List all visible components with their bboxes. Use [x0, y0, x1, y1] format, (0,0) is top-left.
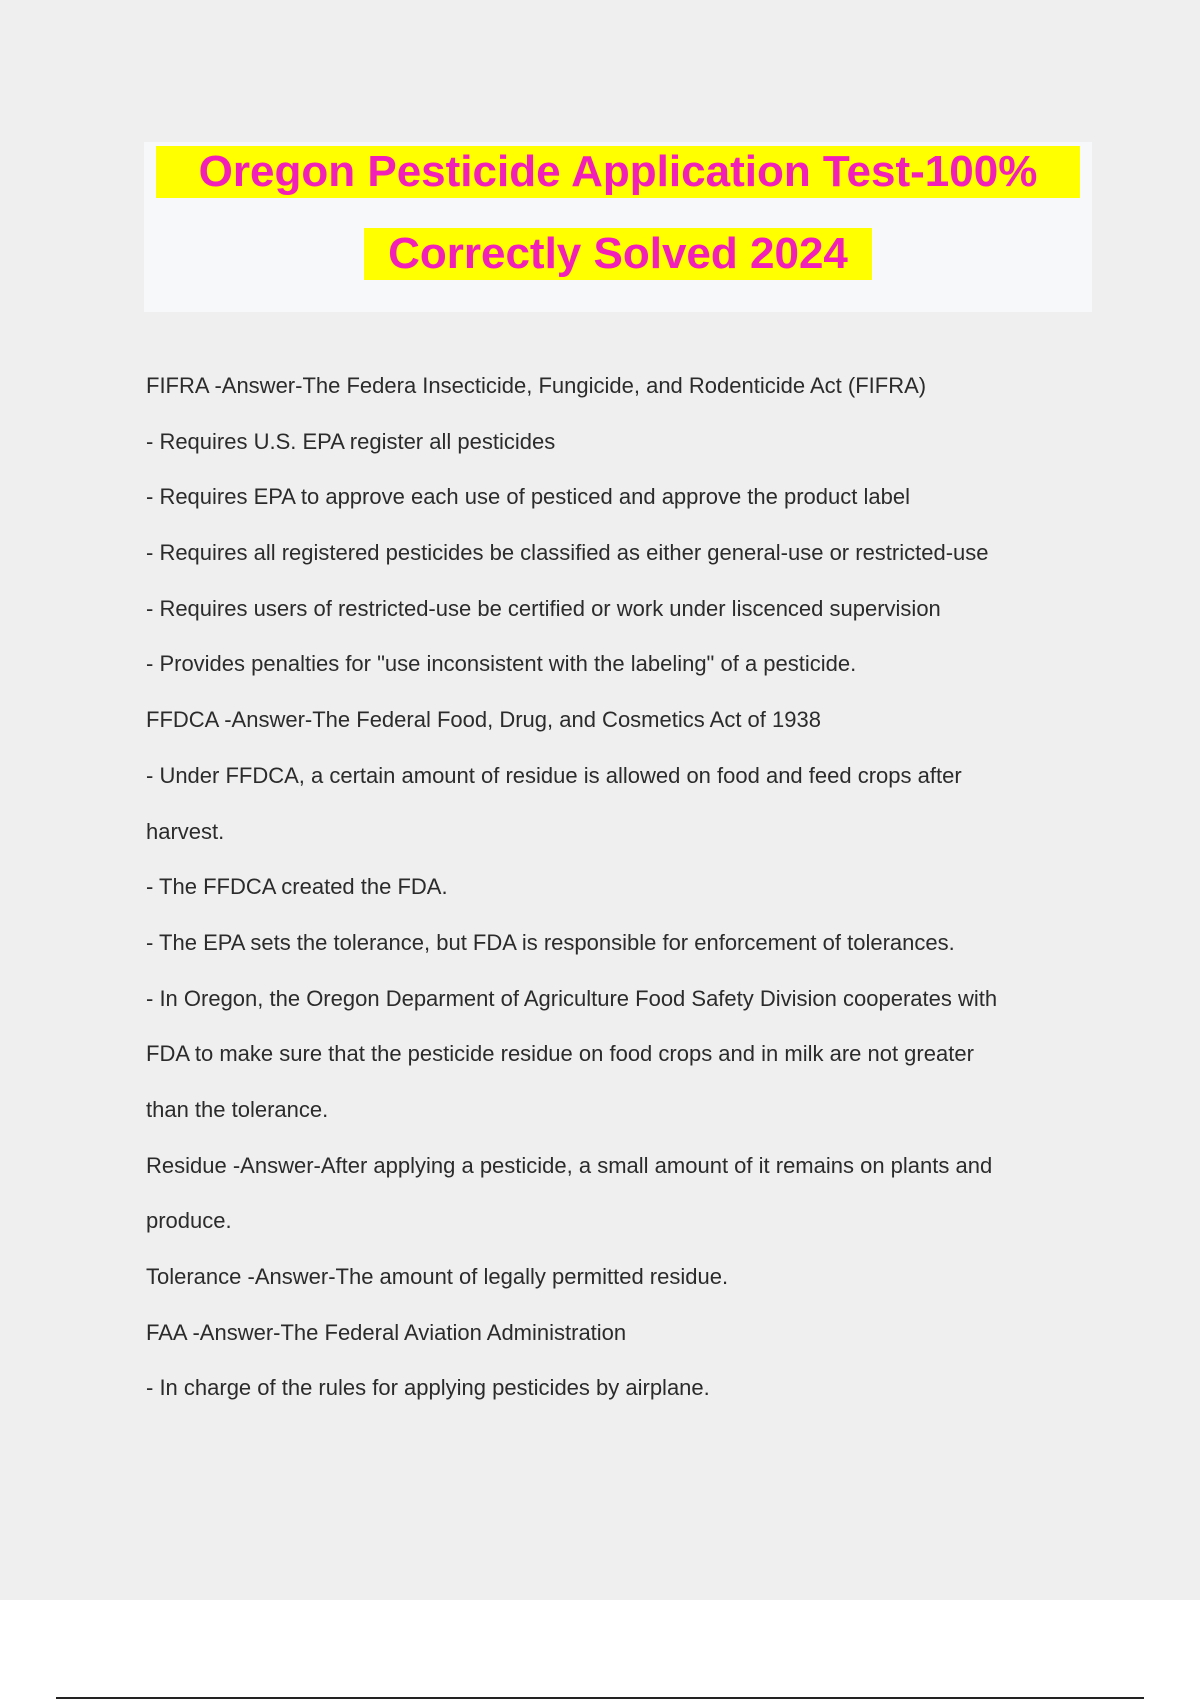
text-line: - In charge of the rules for applying pesticides by airplane. — [146, 1375, 710, 1401]
text-line: FDA to make sure that the pesticide residue on food crops and in milk are not greater — [146, 1041, 974, 1067]
text-line: - Under FFDCA, a certain amount of residue is allowed on food and feed crops after — [146, 762, 962, 788]
text-line: - The EPA sets the tolerance, but FDA is responsible for enforcement of tolerances. — [146, 929, 955, 955]
title-block — [144, 142, 1092, 312]
text-line: FFDCA -Answer-The Federal Food, Drug, and Cosmetics Act of 1938 — [146, 707, 821, 733]
page-title-line-1: Oregon Pesticide Application Test-100% — [156, 146, 1080, 198]
text-line: - In Oregon, the Oregon Deparment of Agriculture Food Safety Division cooperates with — [146, 985, 998, 1011]
text-line: - The FFDCA created the FDA. — [146, 874, 448, 900]
text-line: than the tolerance. — [146, 1096, 329, 1122]
text-line: FIFRA -Answer-The Federa Insecticide, Fungicide, and Rodenticide Act (FIFRA) — [146, 373, 927, 398]
text-line: Residue -Answer-After applying a pesticide, a small amount of it remains on plants and — [146, 1152, 993, 1178]
text-line: - Provides penalties for "use inconsistent with the labeling" of a pesticide. — [146, 651, 857, 677]
text-line: - Requires U.S. EPA register all pesticides — [146, 428, 556, 454]
text-line: harvest. — [146, 818, 225, 844]
page-title-line-2: Correctly Solved 2024 — [364, 228, 872, 280]
text-line: - Requires all registered pesticides be classified as either general-use or restricted-use — [146, 540, 989, 566]
text-line: produce. — [146, 1208, 232, 1234]
text-line: - Requires EPA to approve each use of pesticed and approve the product label — [146, 484, 910, 510]
text-line: - Requires users of restricted-use be certified or work under liscenced supervision — [146, 595, 941, 621]
footer-divider — [56, 1697, 1144, 1699]
document-body — [146, 358, 1096, 1416]
text-line: FAA -Answer-The Federal Aviation Administration — [146, 1319, 627, 1345]
text-line: Tolerance -Answer-The amount of legally permitted residue. — [146, 1264, 729, 1289]
